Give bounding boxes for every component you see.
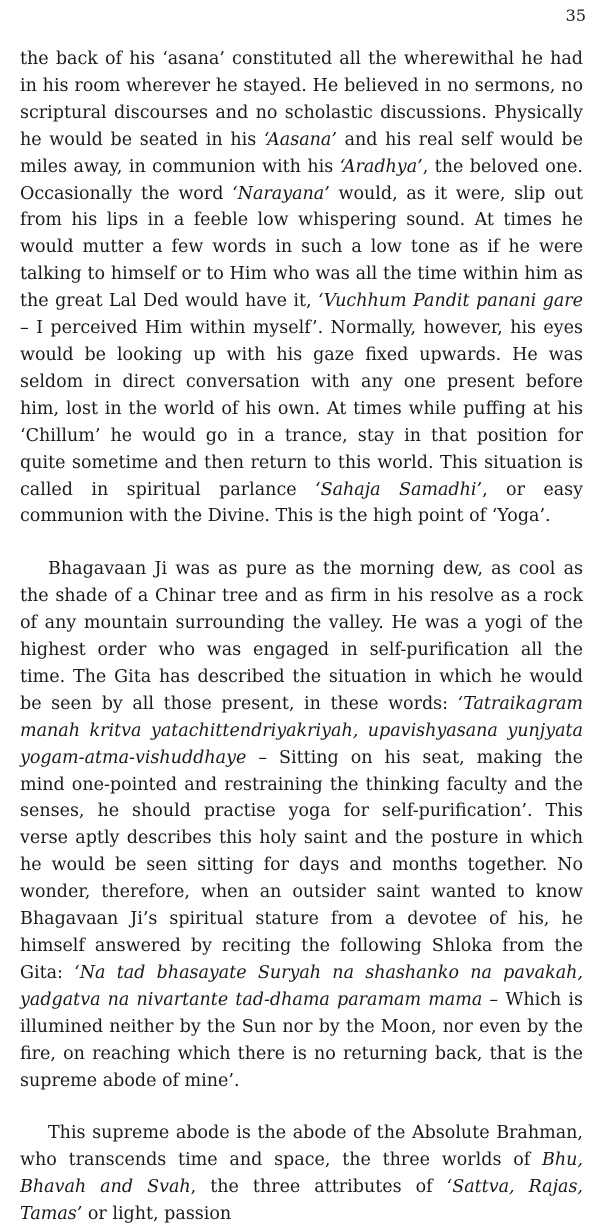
- body-text: [20, 46, 583, 1228]
- paragraph-1: [20, 46, 583, 530]
- text-run: , or easy communion with the Divine. This is the high point of ‘Yoga’.: [20, 479, 583, 527]
- italic-text: ‘Aradhya’: [339, 156, 423, 177]
- page-number: 35: [565, 6, 586, 25]
- italic-text: ‘Vuchhum Pandit panani gare: [318, 291, 583, 312]
- paragraph-2: [20, 556, 583, 1094]
- italic-text: ‘Aasana’: [263, 129, 337, 150]
- italic-text: ‘Tatraikagram manah kritva yatachittendriyakriyah, upavishyasana yunjyata yogam-atma-vishuddhaye: [20, 693, 583, 768]
- text-run: the back of his ‘asana’ constituted all the wherewithal he had in his room wherever he stayed. He believed in no sermons, no scriptural discourses and no scholastic discussions. Physically he would be seated in his: [20, 49, 583, 150]
- text-run: , the beloved one. Occasionally the word: [20, 156, 583, 204]
- italic-text: ‘Sattva, Rajas, Tamas’: [20, 1177, 583, 1225]
- text-run: Bhagavaan Ji was as pure as the morning dew, as cool as the shade of a Chinar tree and as firm in his resolve as a rock of any mountain surrounding the valley. He was a yogi of the highest order who was engaged in self-purification all the time. The Gita has described the situation in which he would be seen by all those present, in these words:: [20, 559, 583, 714]
- text-run: , the three attributes of: [190, 1177, 447, 1198]
- text-run: would, as it were, slip out from his lips in a feeble low whispering sound. At times he would mutter a few words in such a low tone as if he were talking to himself or to Him who was all the time within him as the great Lal Ded would have it,: [20, 183, 583, 312]
- text-run: and his real self would be miles away, in communion with his: [20, 129, 583, 177]
- text-run: – Which is illumined neither by the Sun nor by the Moon, nor even by the fire, on reaching which there is no returning back, that is the supreme abode of mine’.: [20, 989, 583, 1091]
- paragraph-3: [20, 1120, 583, 1228]
- text-run: – I perceived Him within myself’. Normally, however, his eyes would be looking up with his gaze fixed upwards. He was seldom in direct conversation with any one present before him, lost in the world of his own. At times while puffing at his ‘Chillum’ he would go in a trance, stay in that position for quite sometime and then return to this world. This situation is called in spiritual parlance: [20, 318, 583, 500]
- italic-text: ‘Na tad bhasayate Suryah na shashanko na pavakah, yadgatva na nivartante tad-dhama paramam mama: [20, 962, 583, 1010]
- italic-text: ‘Sahaja Samadhi’: [315, 479, 483, 500]
- italic-text: ‘Narayana’: [232, 183, 330, 204]
- text-run: or light, passion: [82, 1204, 232, 1225]
- italic-text: Bhu, Bhavah and Svah: [20, 1150, 583, 1198]
- text-run: This supreme abode is the abode of the Absolute Brahman, who transcends time and space, the three worlds of: [20, 1123, 583, 1171]
- text-run: – Sitting on his seat, making the mind one-pointed and restraining the thinking faculty and the senses, he should practise yoga for self-purification’. This verse aptly describes this holy saint and the posture in which he would be seen sitting for days and months together. No wonder, therefore, when an outsider saint wanted to know Bhagavaan Ji’s spiritual stature from a devotee of his, he himself answered by reciting the following Shloka from the Gita:: [20, 747, 583, 983]
